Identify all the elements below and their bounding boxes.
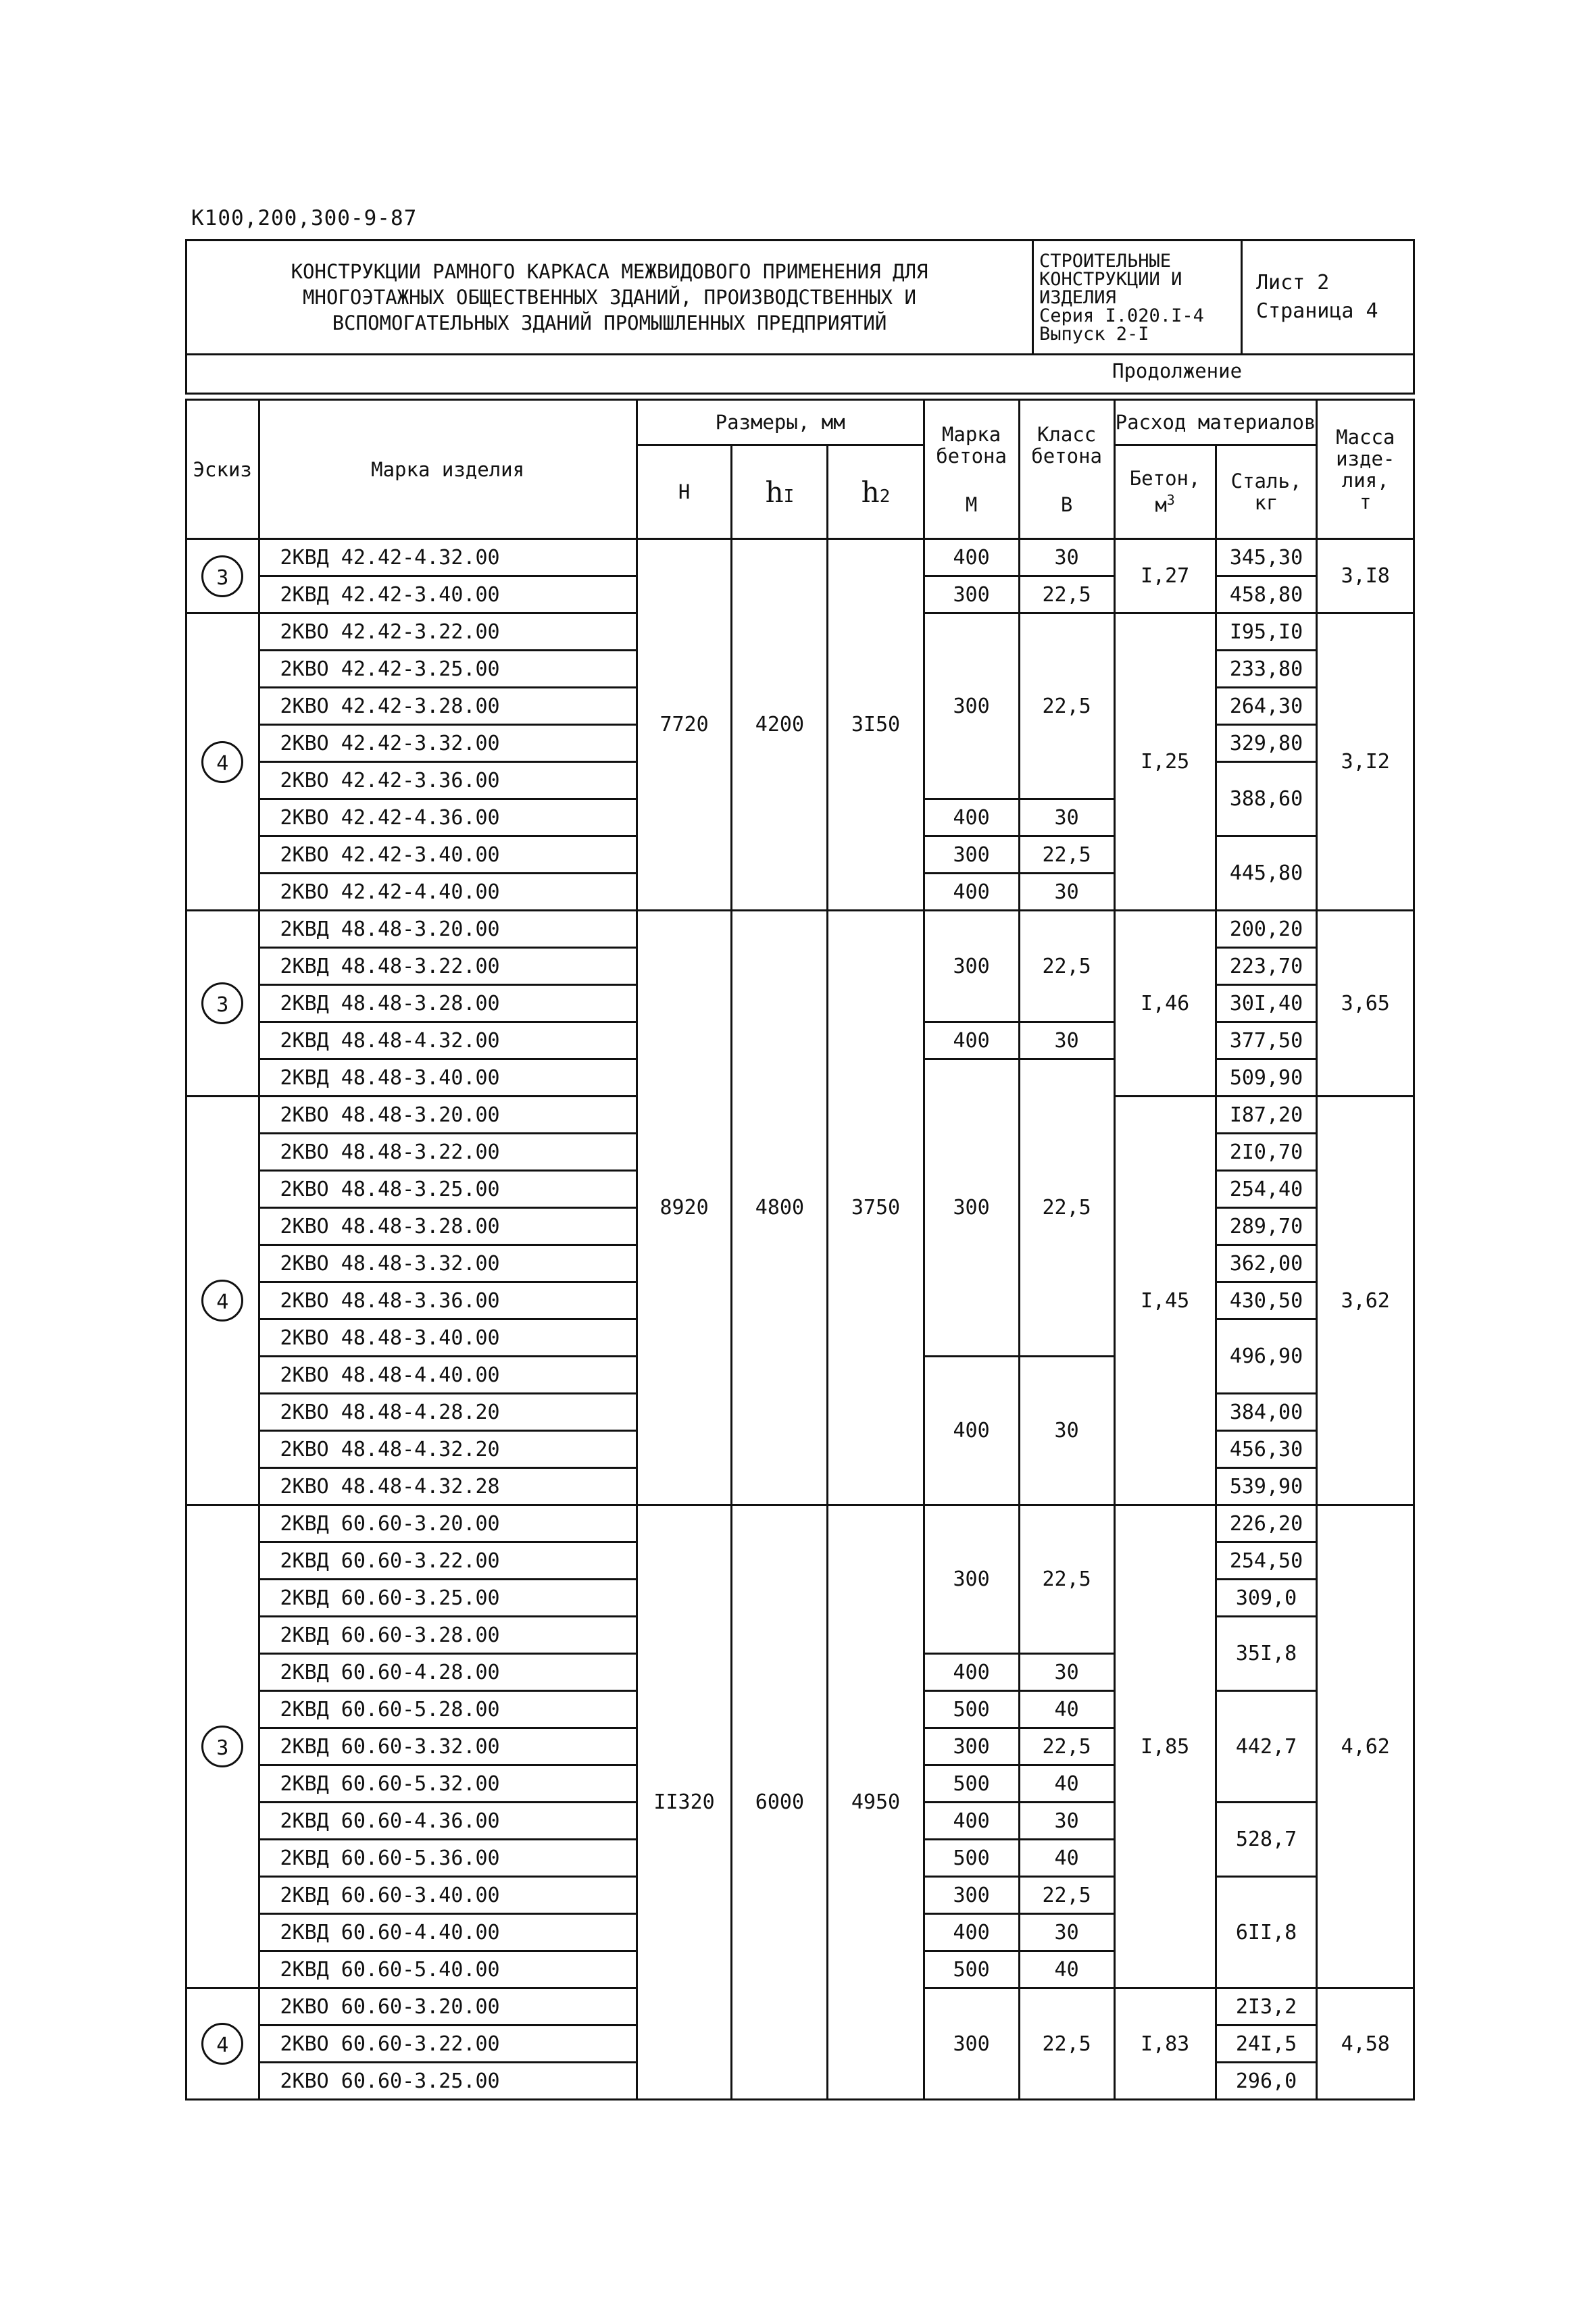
concrete-class-cell: 30: [1019, 1022, 1114, 1059]
product-mark-cell: 2КВО 42.42-3.28.00: [259, 688, 637, 725]
product-mark-cell: 2КВД 60.60-4.28.00: [259, 1654, 637, 1691]
col-h1: [732, 445, 828, 539]
header-text: бетона: [936, 444, 1007, 468]
concrete-class-cell: 22,5: [1019, 613, 1114, 799]
sketch-cell: [186, 1097, 259, 1505]
mass-cell: 3,62: [1317, 1097, 1414, 1505]
page-number: Страница 4: [1256, 299, 1378, 323]
steel-cell: 296,0: [1216, 2063, 1317, 2100]
col-H: Н: [637, 445, 732, 539]
size-h2-cell: 4950: [828, 1505, 924, 2100]
concrete-class-cell: 40: [1019, 1951, 1114, 1988]
steel-cell: 388,60: [1216, 762, 1317, 836]
concrete-class-cell: 30: [1019, 874, 1114, 911]
product-mark-cell: 2КВО 60.60-3.20.00: [259, 1988, 637, 2026]
concrete-class-cell: 30: [1019, 1914, 1114, 1951]
series-line: СТРОИТЕЛЬНЫЕ: [1039, 250, 1172, 272]
steel-cell: 2I3,2: [1216, 1988, 1317, 2026]
size-h1-cell: 4800: [732, 911, 828, 1505]
product-mark-cell: 2КВО 42.42-4.36.00: [259, 799, 637, 836]
product-mark-cell: 2КВД 60.60-4.40.00: [259, 1914, 637, 1951]
col-mass: [1317, 400, 1414, 539]
concrete-class-cell: 22,5: [1019, 1728, 1114, 1765]
series-line: Серия I.020.I-4: [1039, 305, 1204, 326]
sketch-cell: [186, 1988, 259, 2100]
col-concrete-volume: [1114, 445, 1216, 539]
header-text: м: [1155, 493, 1167, 517]
concrete-class-cell: 22,5: [1019, 1059, 1114, 1357]
concrete-grade-cell: 400: [924, 539, 1019, 576]
product-mark-cell: 2КВД 42.42-4.32.00: [259, 539, 637, 576]
header-text: В: [1060, 493, 1073, 516]
product-mark-cell: 2КВО 42.42-3.32.00: [259, 725, 637, 762]
series-line: ИЗДЕЛИЯ: [1039, 286, 1116, 308]
concrete-volume-cell: I,45: [1114, 1097, 1216, 1505]
steel-cell: 24I,5: [1216, 2026, 1317, 2063]
product-mark-cell: 2КВД 60.60-5.40.00: [259, 1951, 637, 1988]
mass-cell: 4,62: [1317, 1505, 1414, 1988]
steel-cell: 200,20: [1216, 911, 1317, 948]
series-line: КОНСТРУКЦИИ И: [1039, 268, 1182, 290]
product-mark-cell: 2КВД 60.60-3.32.00: [259, 1728, 637, 1765]
steel-cell: 226,20: [1216, 1505, 1317, 1542]
concrete-grade-cell: 400: [924, 874, 1019, 911]
concrete-grade-cell: 400: [924, 799, 1019, 836]
header-text: Бетон,: [1129, 467, 1201, 491]
document-code: К100,200,300-9-87: [191, 206, 418, 230]
concrete-grade-cell: 400: [924, 1803, 1019, 1840]
product-mark-cell: 2КВО 42.42-3.36.00: [259, 762, 637, 799]
sketch-number-badge: 4: [201, 2023, 243, 2065]
concrete-grade-cell: 400: [924, 1654, 1019, 1691]
product-table: [185, 399, 1415, 2101]
product-mark-cell: 2КВД 60.60-3.28.00: [259, 1617, 637, 1654]
header-text: М: [965, 493, 978, 516]
sketch-cell: [186, 539, 259, 613]
title-line: МНОГОЭТАЖНЫХ ОБЩЕСТВЕННЫХ ЗДАНИЙ, ПРОИЗВОДСТВЕННЫХ И: [303, 286, 916, 309]
product-mark-cell: 2КВО 60.60-3.25.00: [259, 2063, 637, 2100]
continuation-label: Продолжение: [1112, 359, 1243, 382]
concrete-grade-cell: 300: [924, 576, 1019, 613]
steel-cell: 509,90: [1216, 1059, 1317, 1097]
product-mark-cell: 2КВД 60.60-4.36.00: [259, 1803, 637, 1840]
steel-cell: 345,30: [1216, 539, 1317, 576]
sheet-info: [1242, 241, 1414, 355]
header-text: Класс: [1037, 422, 1097, 446]
steel-cell: I95,I0: [1216, 613, 1317, 651]
steel-cell: 264,30: [1216, 688, 1317, 725]
steel-cell: 35I,8: [1216, 1617, 1317, 1691]
steel-cell: 442,7: [1216, 1691, 1317, 1803]
product-mark-cell: 2КВО 48.48-3.25.00: [259, 1171, 637, 1208]
product-mark-cell: 2КВД 60.60-5.36.00: [259, 1840, 637, 1877]
concrete-grade-cell: 300: [924, 1988, 1019, 2100]
concrete-class-cell: 30: [1019, 799, 1114, 836]
size-H-cell: 8920: [637, 911, 732, 1505]
sketch-number-badge: 4: [201, 1280, 243, 1322]
steel-cell: 384,00: [1216, 1394, 1317, 1431]
product-mark-cell: 2КВО 48.48-4.40.00: [259, 1357, 637, 1394]
concrete-volume-cell: I,46: [1114, 911, 1216, 1097]
size-H-cell: II320: [637, 1505, 732, 2100]
concrete-grade-cell: 500: [924, 1691, 1019, 1728]
table-row: [186, 911, 1414, 948]
steel-cell: 377,50: [1216, 1022, 1317, 1059]
sketch-number-badge: 3: [201, 982, 243, 1024]
product-mark-cell: 2КВО 48.48-3.40.00: [259, 1319, 637, 1357]
product-mark-cell: 2КВО 42.42-3.25.00: [259, 651, 637, 688]
product-mark-cell: 2КВО 48.48-4.32.28: [259, 1468, 637, 1505]
header-text: лия,: [1341, 468, 1389, 492]
product-mark-cell: 2КВО 42.42-4.40.00: [259, 874, 637, 911]
size-h2-cell: 3750: [828, 911, 924, 1505]
steel-cell: 2I0,70: [1216, 1134, 1317, 1171]
concrete-grade-cell: 300: [924, 1505, 1019, 1654]
table-row: [186, 539, 1414, 576]
steel-cell: 30I,40: [1216, 985, 1317, 1022]
concrete-class-cell: 22,5: [1019, 1877, 1114, 1914]
sketch-number-badge: 4: [201, 741, 243, 783]
header-text: т: [1359, 490, 1372, 513]
concrete-class-cell: 40: [1019, 1765, 1114, 1803]
concrete-grade-cell: 300: [924, 613, 1019, 799]
header-text: Масса: [1336, 425, 1395, 449]
product-mark-cell: 2КВО 48.48-3.22.00: [259, 1134, 637, 1171]
concrete-class-cell: 30: [1019, 1654, 1114, 1691]
product-mark-cell: 2КВД 60.60-3.22.00: [259, 1542, 637, 1580]
product-mark-cell: 2КВД 60.60-3.20.00: [259, 1505, 637, 1542]
product-mark-cell: 2КВД 48.48-3.20.00: [259, 911, 637, 948]
product-mark-cell: 2КВД 48.48-3.28.00: [259, 985, 637, 1022]
header-text: h: [765, 475, 784, 509]
col-mark: Марка изделия: [259, 400, 637, 539]
concrete-grade-cell: 500: [924, 1765, 1019, 1803]
concrete-grade-cell: 300: [924, 1728, 1019, 1765]
header-text: I: [783, 486, 795, 507]
mass-cell: 3,I8: [1317, 539, 1414, 613]
product-mark-cell: 2КВО 48.48-3.20.00: [259, 1097, 637, 1134]
col-sizes: Размеры, мм: [637, 400, 924, 445]
product-mark-cell: 2КВД 60.60-5.28.00: [259, 1691, 637, 1728]
product-mark-cell: 2КВО 42.42-3.22.00: [259, 613, 637, 651]
header-text: Сталь,: [1230, 470, 1302, 493]
steel-cell: 254,50: [1216, 1542, 1317, 1580]
product-mark-cell: 2КВО 48.48-3.28.00: [259, 1208, 637, 1245]
steel-cell: 539,90: [1216, 1468, 1317, 1505]
col-consumption: Расход материалов: [1114, 400, 1317, 445]
mass-cell: 3,65: [1317, 911, 1414, 1097]
product-mark-cell: 2КВО 48.48-3.32.00: [259, 1245, 637, 1282]
concrete-grade-cell: 300: [924, 1877, 1019, 1914]
concrete-grade-cell: 500: [924, 1840, 1019, 1877]
product-mark-cell: 2КВД 48.48-3.40.00: [259, 1059, 637, 1097]
size-h1-cell: 4200: [732, 539, 828, 911]
steel-cell: 329,80: [1216, 725, 1317, 762]
steel-cell: 458,80: [1216, 576, 1317, 613]
steel-cell: 456,30: [1216, 1431, 1317, 1468]
sketch-cell: [186, 911, 259, 1097]
size-h1-cell: 6000: [732, 1505, 828, 2100]
product-mark-cell: 2КВД 48.48-3.22.00: [259, 948, 637, 985]
concrete-grade-cell: 400: [924, 1022, 1019, 1059]
concrete-grade-cell: 400: [924, 1357, 1019, 1505]
concrete-class-cell: 40: [1019, 1840, 1114, 1877]
col-steel: [1216, 445, 1317, 539]
product-mark-cell: 2КВД 60.60-5.32.00: [259, 1765, 637, 1803]
header-text: бетона: [1031, 444, 1102, 468]
steel-cell: 6II,8: [1216, 1877, 1317, 1988]
concrete-class-cell: 30: [1019, 1803, 1114, 1840]
concrete-class-cell: 22,5: [1019, 1505, 1114, 1654]
steel-cell: I87,20: [1216, 1097, 1317, 1134]
concrete-grade-cell: 300: [924, 911, 1019, 1022]
document-title: [186, 241, 1033, 355]
concrete-class-cell: 40: [1019, 1691, 1114, 1728]
header-text: кг: [1254, 491, 1278, 514]
concrete-grade-cell: 300: [924, 836, 1019, 874]
concrete-volume-cell: I,27: [1114, 539, 1216, 613]
steel-cell: 496,90: [1216, 1319, 1317, 1394]
concrete-grade-cell: 400: [924, 1914, 1019, 1951]
steel-cell: 254,40: [1216, 1171, 1317, 1208]
concrete-class-cell: 22,5: [1019, 836, 1114, 874]
concrete-class-cell: 22,5: [1019, 576, 1114, 613]
product-mark-cell: 2КВО 60.60-3.22.00: [259, 2026, 637, 2063]
table-row: [186, 1505, 1414, 1542]
product-mark-cell: 2КВО 48.48-4.28.20: [259, 1394, 637, 1431]
product-mark-cell: 2КВО 48.48-4.32.20: [259, 1431, 637, 1468]
product-mark-cell: 2КВД 42.42-3.40.00: [259, 576, 637, 613]
title-line: КОНСТРУКЦИИ РАМНОГО КАРКАСА МЕЖВИДОВОГО ПРИМЕНЕНИЯ ДЛЯ: [291, 260, 928, 283]
title-line: ВСПОМОГАТЕЛЬНЫХ ЗДАНИЙ ПРОМЫШЛЕННЫХ ПРЕДПРИЯТИЙ: [332, 311, 887, 334]
product-mark-cell: 2КВО 42.42-3.40.00: [259, 836, 637, 874]
series-info: [1033, 241, 1242, 355]
concrete-grade-cell: 500: [924, 1951, 1019, 1988]
steel-cell: 430,50: [1216, 1282, 1317, 1319]
product-mark-cell: 2КВД 60.60-3.25.00: [259, 1580, 637, 1617]
steel-cell: 528,7: [1216, 1803, 1317, 1877]
size-h2-cell: 3I50: [828, 539, 924, 911]
sheet-number: Лист 2: [1256, 271, 1330, 295]
title-block: [185, 239, 1415, 355]
header-text: изде-: [1336, 447, 1395, 470]
steel-cell: 445,80: [1216, 836, 1317, 911]
col-h2: [828, 445, 924, 539]
product-mark-cell: 2КВО 48.48-3.36.00: [259, 1282, 637, 1319]
mass-cell: 3,I2: [1317, 613, 1414, 911]
concrete-volume-cell: I,25: [1114, 613, 1216, 911]
sketch-number-badge: 3: [201, 1726, 243, 1767]
concrete-class-cell: 30: [1019, 539, 1114, 576]
sketch-number-badge: 3: [201, 555, 243, 597]
size-H-cell: 7720: [637, 539, 732, 911]
header-text: 2: [879, 486, 891, 507]
header-text: Марка: [941, 422, 1001, 446]
mass-cell: 4,58: [1317, 1988, 1414, 2100]
concrete-class-cell: 22,5: [1019, 1988, 1114, 2100]
col-concrete-class: [1019, 400, 1114, 539]
col-concrete-grade: [924, 400, 1019, 539]
sketch-cell: [186, 613, 259, 911]
steel-cell: 362,00: [1216, 1245, 1317, 1282]
product-mark-cell: 2КВД 60.60-3.40.00: [259, 1877, 637, 1914]
steel-cell: 289,70: [1216, 1208, 1317, 1245]
concrete-volume-cell: I,83: [1114, 1988, 1216, 2100]
sketch-cell: [186, 1505, 259, 1988]
col-sketch: Эскиз: [186, 400, 259, 539]
concrete-grade-cell: 300: [924, 1059, 1019, 1357]
series-line: Выпуск 2-I: [1039, 323, 1149, 345]
concrete-volume-cell: I,85: [1114, 1505, 1216, 1988]
product-mark-cell: 2КВД 48.48-4.32.00: [259, 1022, 637, 1059]
concrete-class-cell: 30: [1019, 1357, 1114, 1505]
steel-cell: 233,80: [1216, 651, 1317, 688]
steel-cell: 309,0: [1216, 1580, 1317, 1617]
steel-cell: 223,70: [1216, 948, 1317, 985]
header-text: h: [861, 475, 880, 509]
concrete-class-cell: 22,5: [1019, 911, 1114, 1022]
header-text: 3: [1166, 492, 1175, 509]
